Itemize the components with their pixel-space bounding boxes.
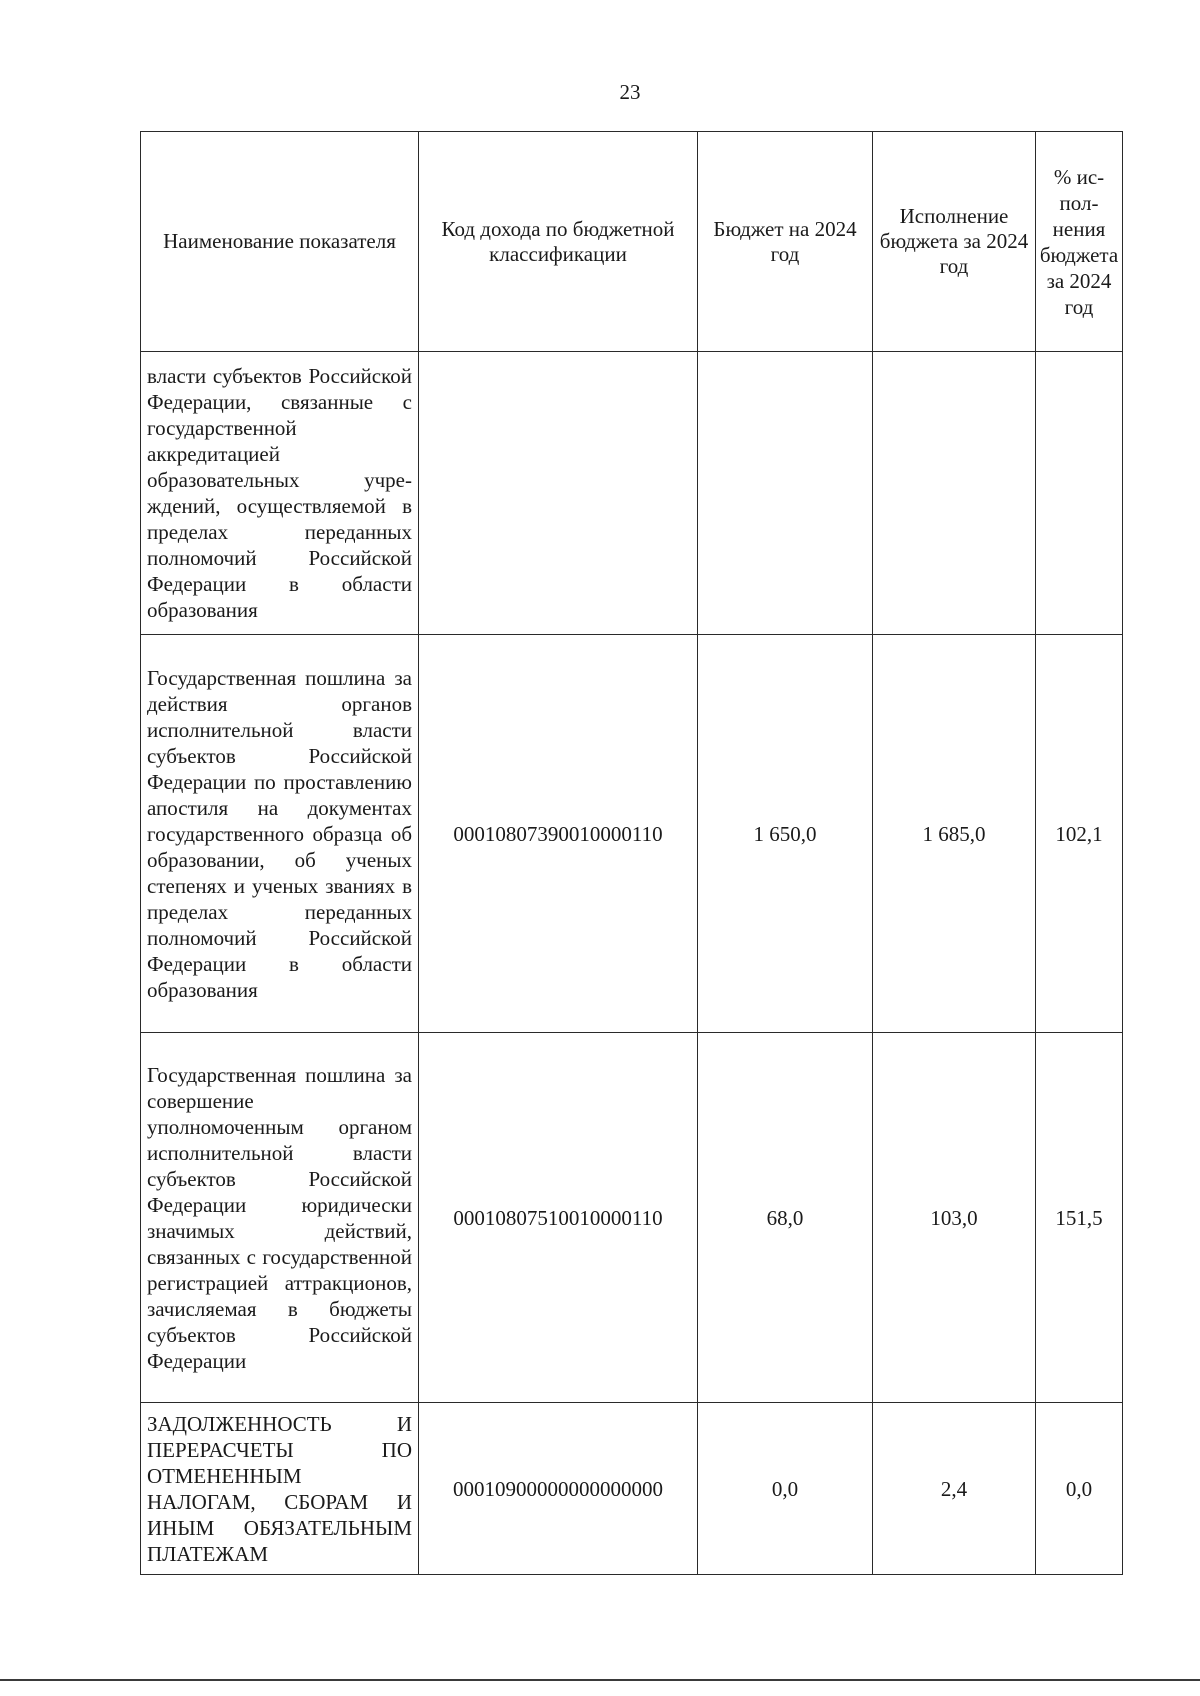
page-number: 23	[619, 80, 641, 104]
row-revenue-code: 00010900000000000000	[419, 1403, 698, 1575]
row-indicator-name: власти субъектов Российской Федерации, связанные с государственной аккредитацией образовательных учреждений, осуществляемой в пределах переданных полномочий Российской Федерации в области образования	[141, 352, 419, 635]
row-revenue-code	[419, 352, 698, 635]
row-budget: 0,0	[698, 1403, 873, 1575]
table-row	[141, 1403, 1123, 1575]
header-execution-2024: Исполнение бюджета за 2024 год	[873, 132, 1036, 352]
row-execution: 103,0	[873, 1033, 1036, 1403]
table-row	[141, 1033, 1123, 1403]
row-execution: 1 685,0	[873, 635, 1036, 1033]
row-percent	[1036, 352, 1123, 635]
header-revenue-code: Код дохода по бюджетной классификации	[419, 132, 698, 352]
row-percent: 102,1	[1036, 635, 1123, 1033]
bottom-rule	[0, 1679, 1200, 1681]
row-revenue-code: 00010807510010000110	[419, 1033, 698, 1403]
row-revenue-code: 00010807390010000110	[419, 635, 698, 1033]
row-budget: 1 650,0	[698, 635, 873, 1033]
header-indicator-name: Наименование показателя	[141, 132, 419, 352]
header-execution-percent: % исполнения бюджета за 2024 год	[1036, 132, 1123, 352]
budget-execution-table	[140, 131, 1123, 1575]
row-execution	[873, 352, 1036, 635]
row-indicator-name: Государственная пошлина за совершение уполномоченным органом исполнительной власти субъектов Российской Федерации юридически значимых действий, связанных с государственной регистрацией аттракционов, зачисляемая в бюджеты субъектов Российской Федерации	[141, 1033, 419, 1403]
row-percent: 151,5	[1036, 1033, 1123, 1403]
header-budget-2024: Бюджет на 2024 год	[698, 132, 873, 352]
table-row	[141, 635, 1123, 1033]
row-indicator-name: ЗАДОЛЖЕННОСТЬ И ПЕРЕРАСЧЕТЫ ПО ОТМЕНЕННЫМ НАЛОГАМ, СБОРАМ И ИНЫМ ОБЯЗАТЕЛЬНЫМ ПЛАТЕЖАМ	[141, 1403, 419, 1575]
row-execution: 2,4	[873, 1403, 1036, 1575]
table-header-row	[141, 132, 1123, 352]
row-percent: 0,0	[1036, 1403, 1123, 1575]
row-indicator-name: Государственная пошлина за действия органов исполнительной власти субъектов Российской Федерации по проставлению апостиля на документах государственного образца об образовании, об ученых степенях и ученых званиях в пределах переданных полномочий Российской Федерации в области образования	[141, 635, 419, 1033]
table-row	[141, 352, 1123, 635]
row-budget	[698, 352, 873, 635]
row-budget: 68,0	[698, 1033, 873, 1403]
